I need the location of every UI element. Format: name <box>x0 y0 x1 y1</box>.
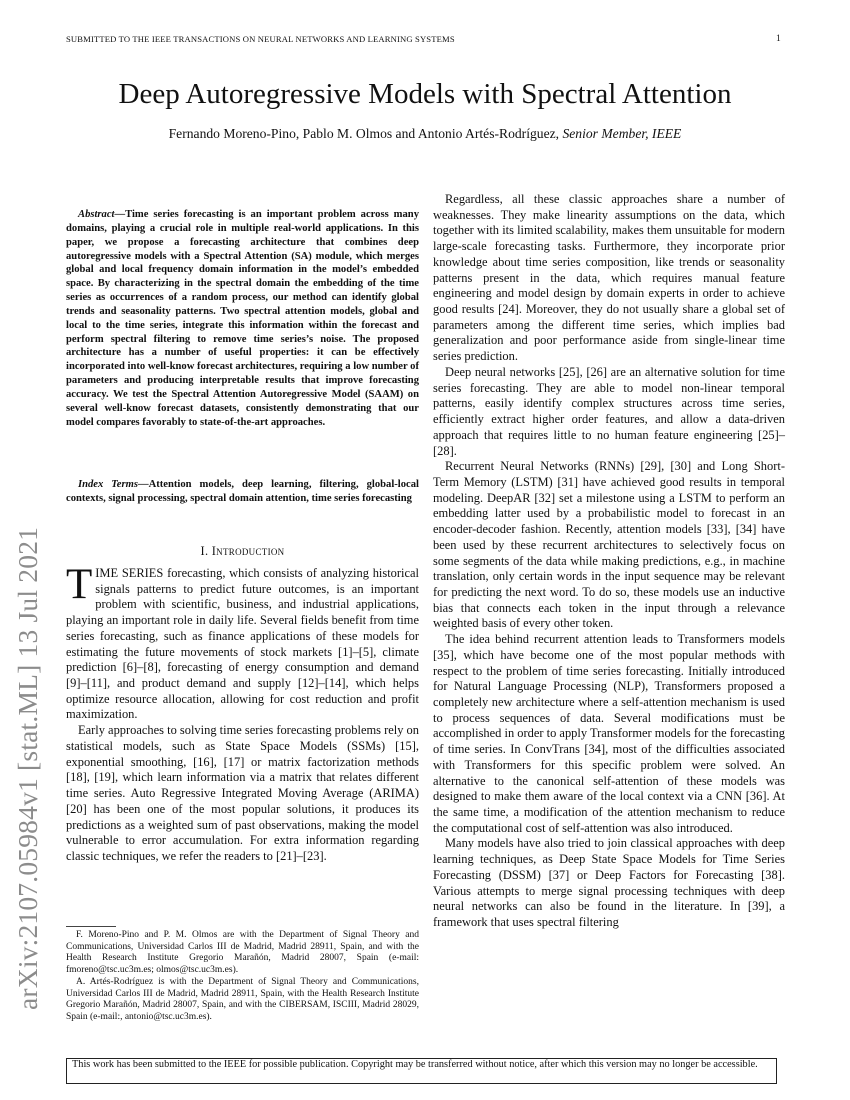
drop-cap: T <box>66 561 93 608</box>
submission-notice: This work has been submitted to the IEEE for possible publication. Copyright may be transferred without notice, after which this version may no longer be accessible. <box>66 1058 777 1084</box>
paper-title: Deep Autoregressive Models with Spectral Attention <box>118 78 732 110</box>
right-paragraph: Regardless, all these classic approaches share a number of weaknesses. They make linearity assumptions on the data, which together with its limited scalability, makes them unsuitable for modern large-scale forecasting tasks. Furthermore, they incorporate prior knowledge about time series composition, like trends or seasonality patterns present in the data, which requires manual feature engineering and model design by domain experts in order to achieve good results [24]. Moreover, they do not usually share a global set of parameters among the different time series, which implies bad generalization and poor performance aside from single-linear time series prediction. <box>433 192 785 364</box>
right-paragraph: Recurrent Neural Networks (RNNs) [29], [30] and Long Short-Term Memory (LSTM) [31] have achieved good results in temporal modeling. DeepAR [32] set a milestone using a LSTM to perform an embedding latter used by a probabilistic model to forecast in an encoder-decoder fashion. Recently, attention models [33], [34] have been used by these recurrent architectures to selectively focus on some segments of the data while making predictions, e.g., in machine translation, only certain words in the input sequence may be relevant for predicting the next word. To do so, these models use an inductive bias that connects each token in the input through a relevance weighted basis of every other token. <box>433 459 785 631</box>
arxiv-watermark: arXiv:2107.05984v1 [stat.ML] 13 Jul 2021 <box>12 526 43 1010</box>
abstract <box>66 208 419 430</box>
author-membership: Senior Member, IEEE <box>562 126 682 141</box>
index-terms-text: —Attention models, deep learning, filtering, global-local contexts, signal processing, spectral domain attention, time series forecasting <box>66 479 419 504</box>
index-terms-label: Index Terms <box>78 479 138 490</box>
footnotes <box>66 930 419 1024</box>
page-number: 1 <box>776 34 781 44</box>
right-paragraph: Many models have also tried to join classical approaches with deep learning techniques, as Deep State Space Models for Time Series Forecasting (DSSM) [37] or Deep Factors for Forecasting [38]. Various attempts to merge signal processing techniques with deep neural networks can also be found in the literature. In [39], a framework that uses spectral filtering <box>433 836 785 930</box>
author-names: Fernando Moreno-Pino, Pablo M. Olmos and Antonio Artés-Rodríguez, <box>168 126 560 141</box>
intro-left-column <box>66 561 419 865</box>
intro-paragraph-2: Early approaches to solving time series forecasting problems rely on statistical models, such as State Space Models (SSMs) [15], exponential smoothing, [16], [17] or matrix factorization methods [18], [19], which learn information via a matrix that relates different time series. Auto Regressive Integrated Moving Average (ARIMA) [20] has been one of the most popular solutions, it produces its predictions as a weighted sum of past observations, making the model vulnerable to error accumulation. For extra information regarding classic techniques, we refer the readers to [21]–[23]. <box>66 723 419 863</box>
abstract-label: Abstract <box>78 209 115 220</box>
index-terms <box>66 478 419 506</box>
footnote-divider <box>66 926 116 927</box>
abstract-text: —Time series forecasting is an important problem across many domains, playing a crucial role in multiple real-world applications. In this paper, we propose a forecasting architecture that combines deep autoregressive models with a Spectral Attention (SA) module, which merges global and local frequency domain information in the model’s embedded space. By characterizing in the spectral domain the embedding of the time series as occurrences of a random process, our method can identify global trends and seasonality patterns. Two spectral attention models, global and local to the time series, integrate this information within the forecast and perform spectral filtering to remove time series’s noise. The proposed architecture has a number of useful properties: it can be effectively incorporated into well-know forecast architectures, requiring a low number of parameters and producing interpretable results that improve forecasting accuracy. We test the Spectral Attention Autoregressive Model (SAAM) on several well-know forecast datasets, consistently demonstrating that our model compares favorably to state-of-the-art approaches. <box>66 209 419 428</box>
footnote: F. Moreno-Pino and P. M. Olmos are with the Department of Signal Theory and Communications, Universidad Carlos III de Madrid, Madrid 28911, Spain, and with the Health Research Institute Gregorio Marañón, Madrid 28007, Spain (e-mail: fmoreno@tsc.uc3m.es; olmos@tsc.uc3m.es). <box>66 930 419 975</box>
running-header: SUBMITTED TO THE IEEE TRANSACTIONS ON NEURAL NETWORKS AND LEARNING SYSTEMS <box>66 34 455 44</box>
right-paragraph: Deep neural networks [25], [26] are an alternative solution for time series forecasting. They are able to model non-linear temporal patterns, easily identify complex structures across time series, efficiently extract higher order features, and allow a data-driven approach that requires little to no human feature engineering [25]–[28]. <box>433 364 785 458</box>
section-title: Introduction <box>211 544 285 558</box>
section-numeral: I. <box>200 544 212 558</box>
right-paragraph: The idea behind recurrent attention leads to Transformers models [35], which have become one of the most popular methods with respect to the problem of time series forecasting. Initially introduced for Natural Language Processing (NLP), Transformers proposed a completely new architecture where a self-attention mechanism is used to process sequences of data. Several modifications must be accomplished in order to apply Transformer models for the forecasting of time series. In ConvTrans [34], most of the difficulties associated with Transformers for this specific problem were solved. An alternative to the canonical self-attention of these models was designed to make them aware of the local context via a CNN [36]. At the same time, a modification of the attention mechanism to reduce the computational cost of self-attention was also introduced. <box>433 632 785 835</box>
intro-paragraph-1 <box>66 561 419 723</box>
intro-paragraph-1-text: IME SERIES forecasting, which consists of analyzing historical signals patterns to predict future outcomes, is an important problem with scientific, business, and industrial applications, playing an important role in daily life. Several fields benefit from time series forecasting, such as finance applications of these models for estimating the future movements of stock markets [1]–[5], climate prediction [6]–[8], forecasting of energy consumption and demand [9]–[11], and product demand and supply [12]–[14], which helps optimize resource allocation, allowing for cost reduction and profit maximization. <box>66 566 419 722</box>
author-line <box>0 126 850 142</box>
intro-right-column <box>433 192 785 931</box>
section-heading <box>66 544 419 559</box>
footnote: A. Artés-Rodríguez is with the Department of Signal Theory and Communications, Universidad Carlos III de Madrid, Madrid 28911, Spain, with the Health Research Institute Gregorio Marañón, Madrid 28007, Spain, and with the CIBERSAM, ISCIII, Madrid 28029, Spain (e-mail:, antonio@tsc.uc3m.es). <box>66 977 419 1022</box>
